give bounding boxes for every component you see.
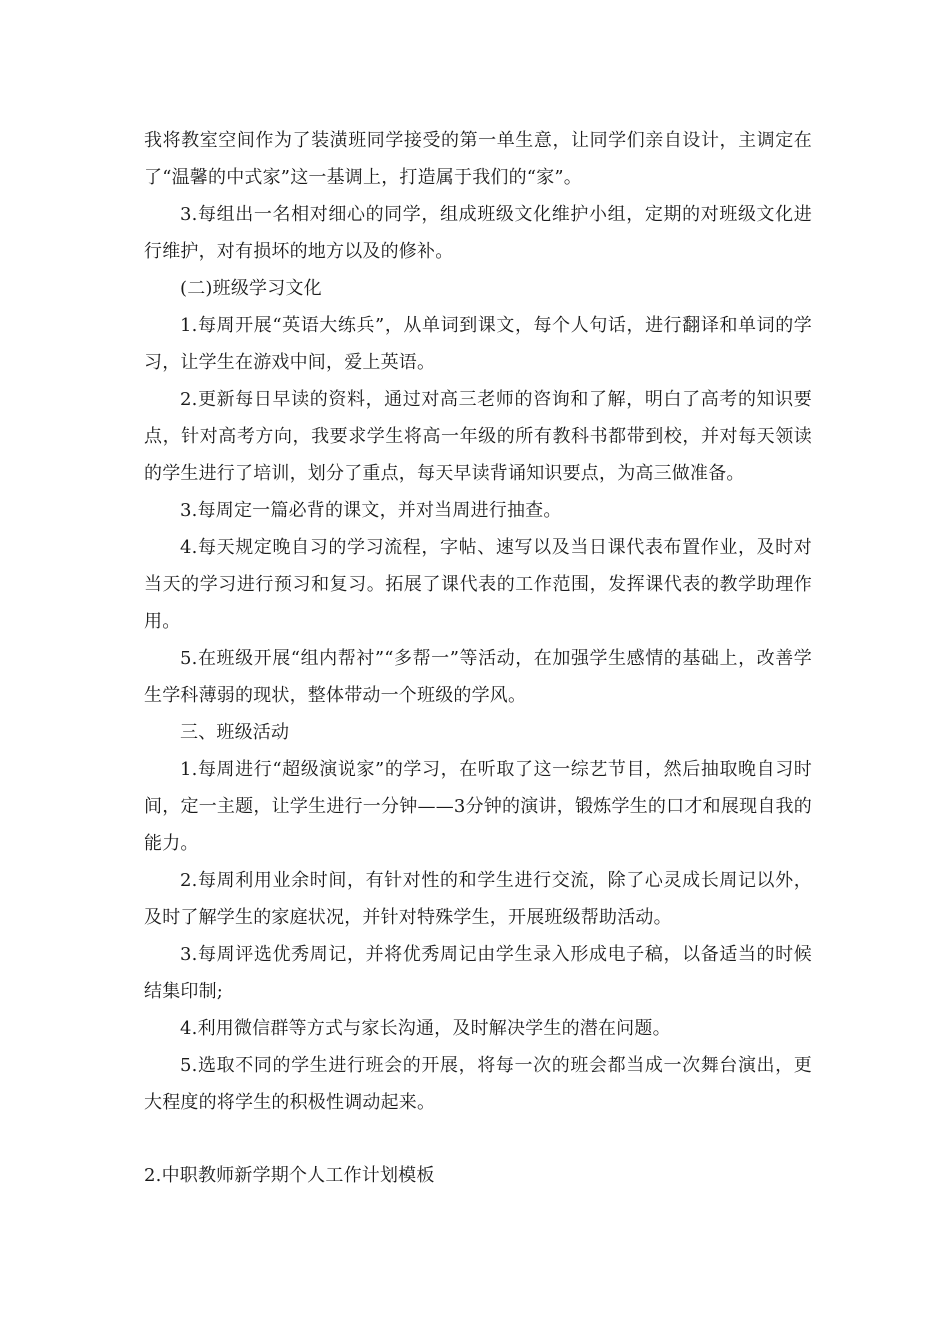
paragraph-13: 4.利用微信群等方式与家长沟通，及时解决学生的潜在问题。 xyxy=(180,1018,671,1039)
section-gap xyxy=(144,1121,812,1157)
paragraph-6: 3.每周定一篇必背的课文，并对当周进行抽查。 xyxy=(180,500,562,521)
paragraph-2: 3.每组出一名相对细心的同学，组成班级文化维护小组，定期的对班级文化进行维护，对有损坏的地方以及的修补。 xyxy=(144,204,812,262)
paragraph-1: 我将教室空间作为了装潢班同学接受的第一单生意，让同学们亲自设计，主调定在了“温馨的中式家”这一基调上，打造属于我们的“家”。 xyxy=(144,130,812,188)
subheading-class-activities: 三、班级活动 xyxy=(180,722,290,743)
paragraph-7: 4.每天规定晚自习的学习流程，字帖、速写以及当日课代表布置作业，及时对当天的学习进行预习和复习。拓展了课代表的工作范围，发挥课代表的教学助理作用。 xyxy=(144,537,812,632)
document-body xyxy=(144,122,812,1194)
paragraph-8: 5.在班级开展“组内帮衬”“多帮一”等活动，在加强学生感情的基础上，改善学生学科薄弱的现状，整体带动一个班级的学风。 xyxy=(144,648,812,706)
paragraph-11: 2.每周利用业余时间，有针对性的和学生进行交流，除了心灵成长周记以外，及时了解学生的家庭状况，并针对特殊学生，开展班级帮助活动。 xyxy=(144,870,812,928)
paragraph-12: 3.每周评选优秀周记，并将优秀周记由学生录入形成电子稿，以备适当的时候结集印制; xyxy=(144,944,812,1002)
paragraph-5: 2.更新每日早读的资料，通过对高三老师的咨询和了解，明白了高考的知识要点，针对高考方向，我要求学生将高一年级的所有教科书都带到校，并对每天领读的学生进行了培训，划分了重点，每天早读背诵知识要点，为高三做准备。 xyxy=(144,389,812,484)
subheading-class-study-culture: (二)班级学习文化 xyxy=(180,278,322,299)
paragraph-4: 1.每周开展“英语大练兵”，从单词到课文，每个人句话，进行翻译和单词的学习，让学生在游戏中间，爱上英语。 xyxy=(144,315,812,373)
paragraph-10: 1.每周进行“超级演说家”的学习，在听取了这一综艺节目，然后抽取晚自习时间，定一主题，让学生进行一分钟——3分钟的演讲，锻炼学生的口才和展现自我的能力。 xyxy=(144,759,812,854)
paragraph-14: 5.选取不同的学生进行班会的开展，将每一次的班会都当成一次舞台演出，更大程度的将学生的积极性调动起来。 xyxy=(144,1055,812,1113)
section-title: 2.中职教师新学期个人工作计划模板 xyxy=(144,1165,435,1186)
